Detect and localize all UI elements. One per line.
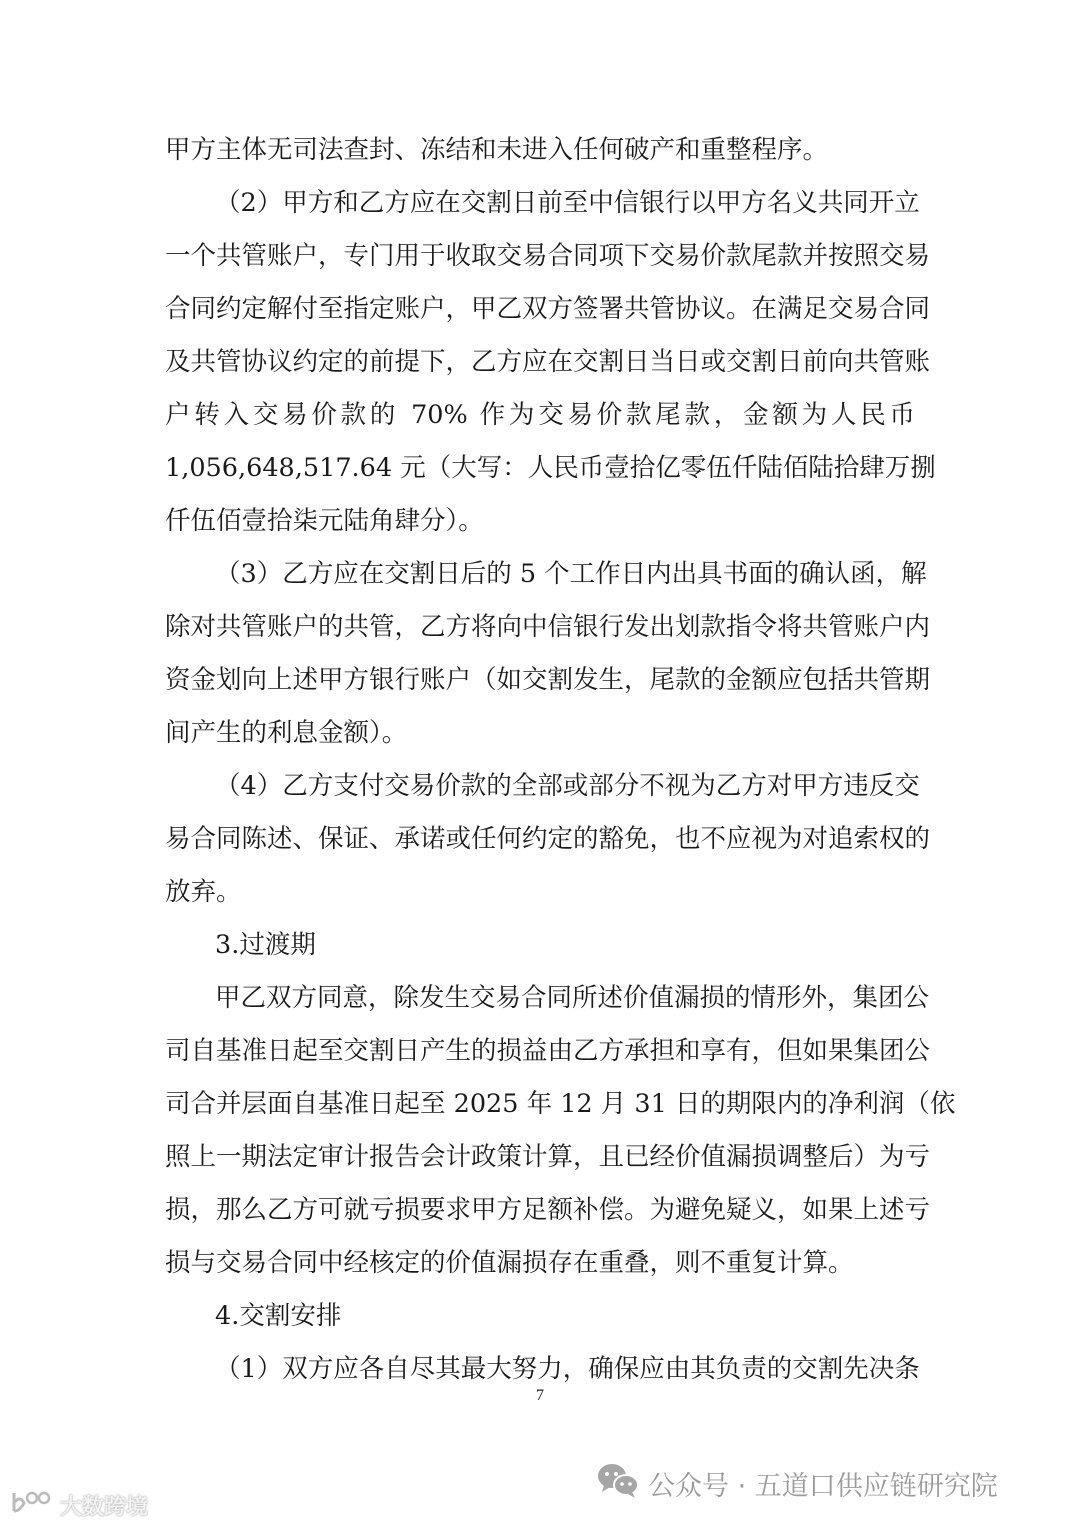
document-line: 间产生的利息金额）。 bbox=[165, 718, 408, 748]
document-line: 合同约定解付至指定账户，甲乙双方签署共管协议。在满足交易合同 bbox=[165, 294, 931, 324]
wechat-icon bbox=[596, 1461, 640, 1506]
document-line: 4.交割安排 bbox=[215, 1301, 342, 1331]
document-line: 易合同陈述、保证、承诺或任何约定的豁免，也不应视为对追索权的 bbox=[165, 824, 931, 854]
document-line: 损与交易合同中经核定的价值漏损存在重叠，则不重复计算。 bbox=[165, 1248, 854, 1278]
document-line: 户转入交易价款的 70% 作为交易价款尾款，金额为人民币 bbox=[165, 400, 915, 430]
document-line: 除对共管账户的共管，乙方将向中信银行发出划款指令将共管账户内 bbox=[165, 612, 931, 642]
document-line: 照上一期法定审计报告会计政策计算，且已经价值漏损调整后）为亏 bbox=[165, 1142, 931, 1172]
document-line: （1）双方应各自尽其最大努力，确保应由其负责的交割先决条 bbox=[215, 1354, 920, 1384]
document-line: 及共管协议约定的前提下，乙方应在交割日当日或交割日前向共管账 bbox=[165, 347, 931, 377]
document-line: 仟伍佰壹拾柒元陆角肆分）。 bbox=[165, 506, 484, 536]
document-line: 资金划向上述甲方银行账户（如交割发生，尾款的金额应包括共管期 bbox=[165, 665, 931, 695]
document-line: （3）乙方应在交割日后的 5 个工作日内出具书面的确认函，解 bbox=[215, 559, 927, 589]
document-line: 甲乙双方同意，除发生交易合同所述价值漏损的情形外，集团公 bbox=[215, 983, 930, 1013]
wechat-watermark-text: 公众号 · 五道口供应链研究院 bbox=[648, 1470, 998, 1502]
dashuju-watermark-text: 大数跨境 bbox=[60, 1494, 149, 1520]
document-line: 放弃。 bbox=[165, 877, 242, 907]
document-page bbox=[165, 124, 956, 1396]
document-line: 司自基准日起至交割日产生的损益由乙方承担和享有，但如果集团公 bbox=[165, 1036, 931, 1066]
document-line: 司合并层面自基准日起至 2025 年 12 月 31 日的期限内的净利润（依 bbox=[165, 1089, 956, 1119]
document-line: （4）乙方支付交易价款的全部或部分不视为乙方对甲方违反交 bbox=[215, 771, 920, 801]
document-line: 一个共管账户，专门用于收取交易合同项下交易价款尾款并按照交易 bbox=[165, 241, 931, 271]
document-line: （2）甲方和乙方应在交割日前至中信银行以甲方名义共同开立 bbox=[215, 188, 920, 218]
page-number: 7 bbox=[536, 1387, 544, 1404]
document-line: 3.过渡期 bbox=[215, 930, 316, 960]
document-line: 甲方主体无司法查封、冻结和未进入任何破产和重整程序。 bbox=[165, 135, 829, 165]
wechat-watermark bbox=[596, 1458, 998, 1508]
document-line: 1,056,648,517.64 元（大写：人民币壹拾亿零伍仟陆佰陆拾肆万捌 bbox=[165, 453, 936, 483]
dashuju-watermark bbox=[10, 1490, 148, 1520]
document-line: 损，那么乙方可就亏损要求甲方足额补偿。为避免疑义，如果上述亏 bbox=[165, 1195, 931, 1225]
dashuju-logo-icon bbox=[10, 1489, 56, 1521]
